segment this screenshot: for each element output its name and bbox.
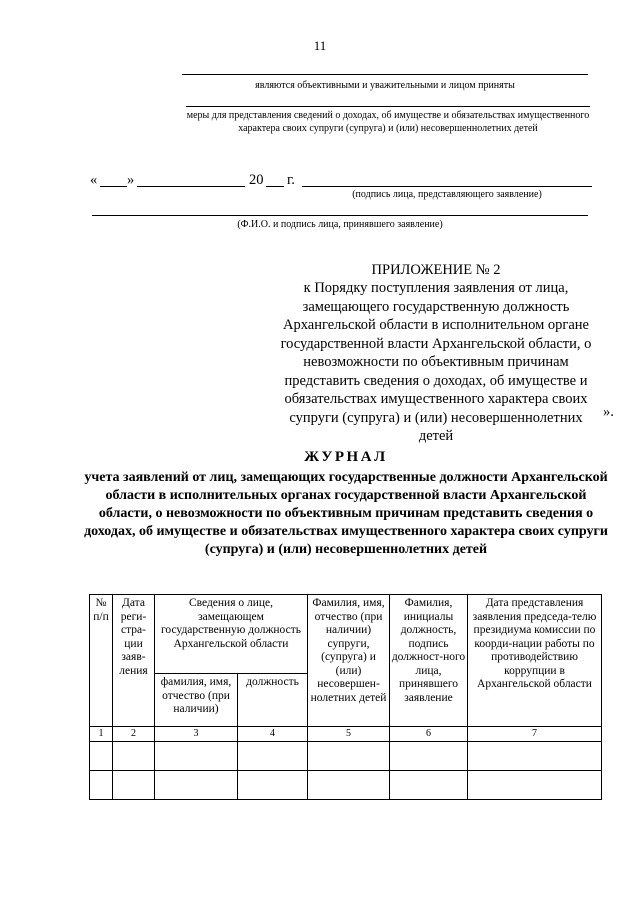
header-receiver: Фамилия, инициалы должность, подпись должност-ного лица, принявшего заявление — [390, 595, 468, 727]
date-open-quote: « — [90, 172, 98, 188]
table-cell — [468, 742, 602, 771]
column-number: 6 — [390, 727, 468, 742]
date-day-blank — [100, 186, 127, 187]
form-line-2-caption: меры для представления сведений о доходах, об имуществе и обязательствах имущественного характера своих супруги (супруга) и (или) несовершеннолетних детей — [186, 110, 590, 134]
appendix-title: ПРИЛОЖЕНИЕ № 2 — [371, 262, 501, 278]
appendix-body: к Порядку поступления заявления от лица, замещающего государственную должность Архангельской области в исполнительном органе государственной власти Архангельской области, о невозможности по объективным причинам представить сведения о доходах, об имуществе и обязательствах имущественного характера своих супруги (супруга) и (или) несовершеннолетних детей — [280, 280, 592, 444]
table-cell — [308, 742, 390, 771]
table-cell — [155, 742, 238, 771]
table-cell — [390, 742, 468, 771]
journal-table — [89, 594, 602, 800]
column-number: 3 — [155, 727, 238, 742]
header-spouse: Фамилия, имя, отчество (при наличии) супруги, (супруга) и (или) несовершен-нолетних детей — [308, 595, 390, 727]
header-num: № п/п — [90, 595, 113, 727]
receiver-signature-caption: (Ф.И.О. и подпись лица, принявшего заявление) — [237, 219, 443, 230]
column-number: 2 — [113, 727, 155, 742]
table-cell — [90, 742, 113, 771]
table-header-row — [90, 595, 602, 674]
column-number: 5 — [308, 727, 390, 742]
table-cell — [238, 771, 308, 800]
table-cell — [113, 771, 155, 800]
table-cell — [155, 771, 238, 800]
header-person-position: должность — [238, 674, 308, 727]
column-number: 4 — [238, 727, 308, 742]
date-year-blank — [266, 186, 284, 187]
table-cell — [390, 771, 468, 800]
table-cell — [468, 771, 602, 800]
table-cell — [113, 742, 155, 771]
column-number: 7 — [468, 727, 602, 742]
date-year-suffix: г. — [287, 172, 295, 188]
form-line-2 — [186, 106, 590, 107]
header-commission: Дата представления заявления председа-телю президиума комиссии по коорди-нации работы по противодействию коррупции в Архангельской области — [468, 595, 602, 727]
table-cell — [238, 742, 308, 771]
journal-subtitle: учета заявлений от лиц, замещающих государственные должности Архангельской области в исполнительных органах государственной власти Архангельской области, о невозможности по объективным причинам представить сведения о доходах, об имуществе и обязательствах имущественного характера своих супруги (супруга) и (или) несовершеннолетних детей — [84, 470, 608, 557]
date-close-quote: » — [127, 172, 135, 188]
date-month-blank — [137, 186, 245, 187]
journal-title: ЖУРНАЛ — [304, 449, 388, 465]
table-cell — [308, 771, 390, 800]
form-line-1-caption: являются объективными и уважительными и лицом приняты — [255, 80, 515, 91]
applicant-signature-caption: (подпись лица, представляющего заявление) — [352, 189, 542, 200]
date-year-prefix: 20 — [249, 172, 264, 188]
header-date: Дата реги-стра-ции заяв-ления — [113, 595, 155, 727]
receiver-signature-line — [92, 215, 588, 216]
column-number: 1 — [90, 727, 113, 742]
table-row — [90, 742, 602, 771]
table-column-numbers-row — [90, 727, 602, 742]
form-line-1 — [182, 74, 588, 75]
header-person: Сведения о лице, замещающем государственную должность Архангельской области — [155, 595, 308, 674]
appendix-closing-quote: ». — [603, 404, 614, 420]
table-cell — [90, 771, 113, 800]
applicant-signature-line — [302, 186, 592, 187]
table-row — [90, 771, 602, 800]
page-number: 11 — [313, 38, 327, 53]
header-person-name: фамилия, имя, отчество (при наличии) — [155, 674, 238, 727]
